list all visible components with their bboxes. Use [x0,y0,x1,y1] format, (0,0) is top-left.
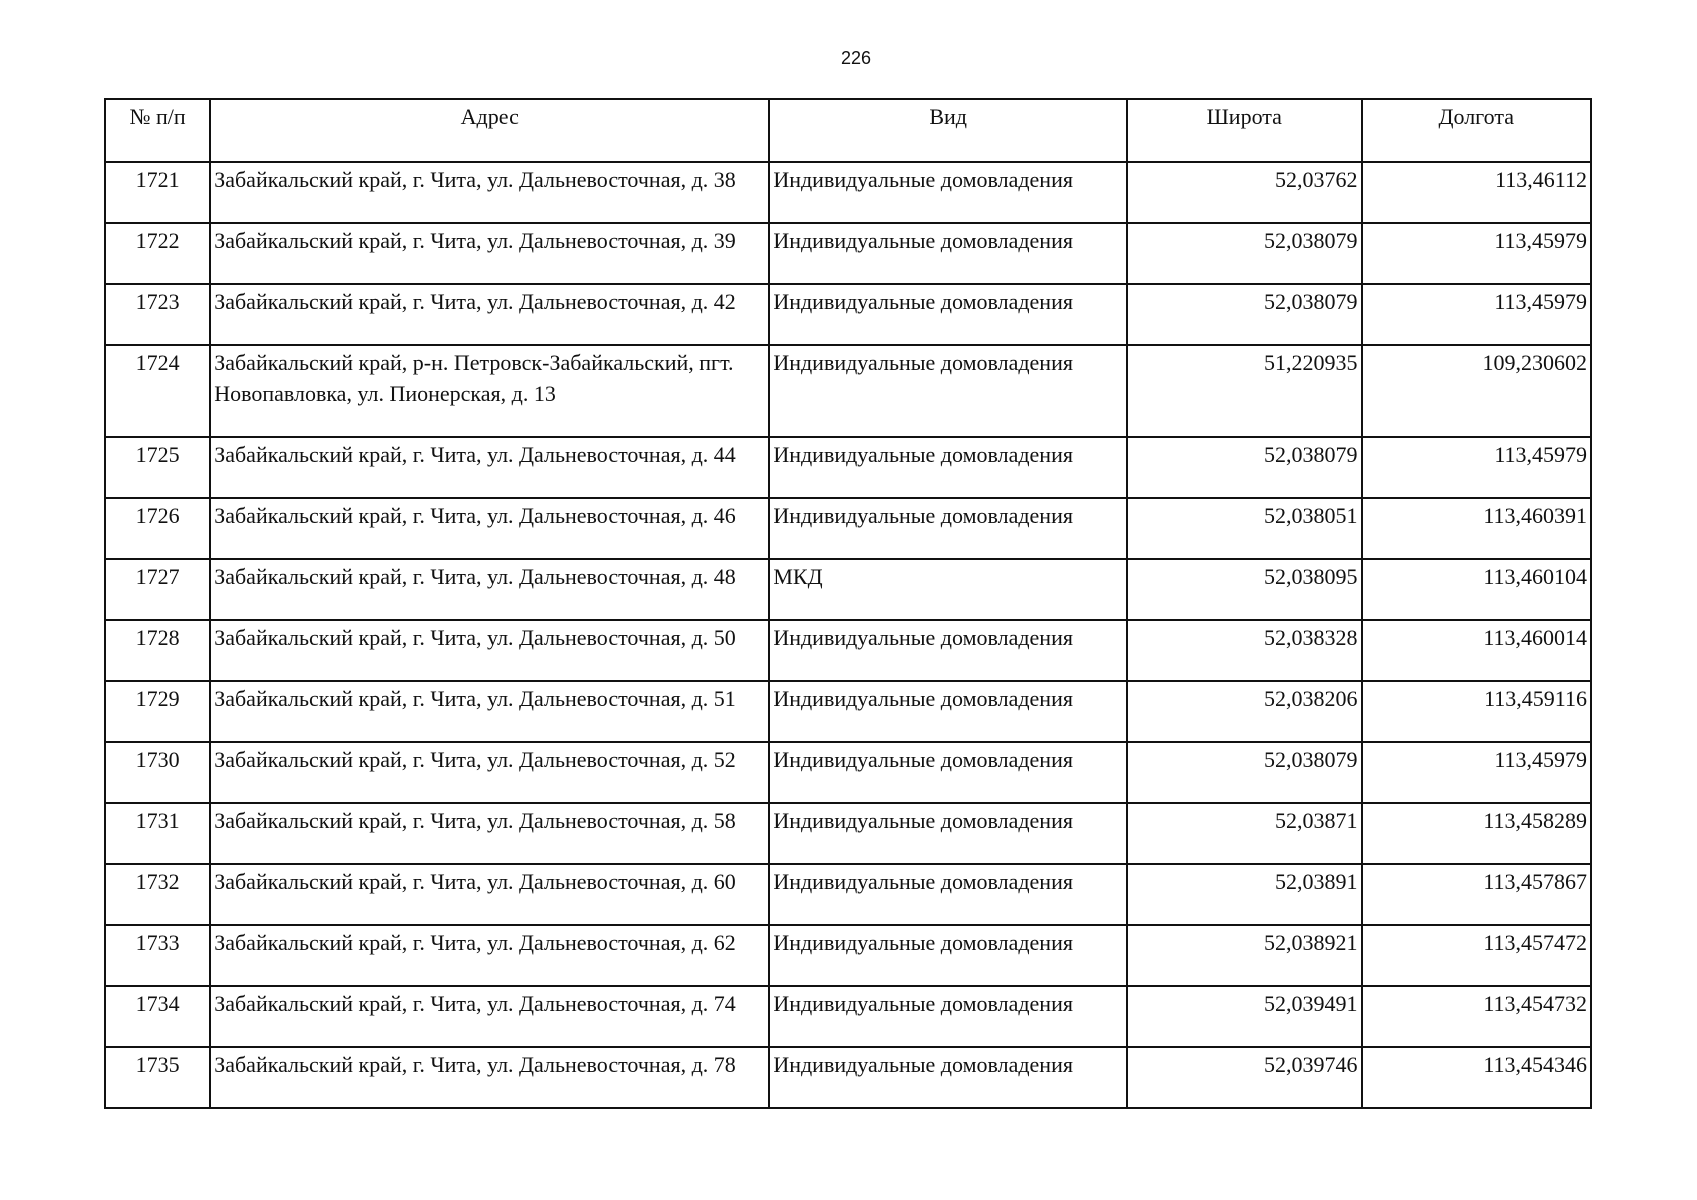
row-latitude: 52,038051 [1127,498,1361,559]
header-address: Адрес [210,99,769,162]
header-kind: Вид [769,99,1127,162]
row-kind: Индивидуальные домовладения [769,498,1127,559]
row-kind: Индивидуальные домовладения [769,620,1127,681]
row-longitude: 113,459116 [1362,681,1591,742]
row-longitude: 113,45979 [1362,437,1591,498]
table-row [105,1047,1591,1108]
row-longitude: 113,454346 [1362,1047,1591,1108]
row-kind: Индивидуальные домовладения [769,162,1127,223]
row-longitude: 113,458289 [1362,803,1591,864]
table-row [105,986,1591,1047]
table-row [105,284,1591,345]
row-kind: Индивидуальные домовладения [769,742,1127,803]
row-kind: Индивидуальные домовладения [769,437,1127,498]
row-address: Забайкальский край, г. Чита, ул. Дальневосточная, д. 62 [210,925,769,986]
row-number: 1732 [105,864,210,925]
row-longitude: 113,460104 [1362,559,1591,620]
row-latitude: 52,03891 [1127,864,1361,925]
row-number: 1721 [105,162,210,223]
row-address: Забайкальский край, г. Чита, ул. Дальневосточная, д. 52 [210,742,769,803]
row-kind: Индивидуальные домовладения [769,1047,1127,1108]
row-longitude: 113,460014 [1362,620,1591,681]
row-number: 1730 [105,742,210,803]
row-longitude: 113,45979 [1362,284,1591,345]
row-latitude: 52,039746 [1127,1047,1361,1108]
row-address: Забайкальский край, г. Чита, ул. Дальневосточная, д. 60 [210,864,769,925]
row-longitude: 109,230602 [1362,345,1591,437]
row-number: 1722 [105,223,210,284]
table-row [105,864,1591,925]
row-address: Забайкальский край, г. Чита, ул. Дальневосточная, д. 74 [210,986,769,1047]
table-row [105,223,1591,284]
row-kind: Индивидуальные домовладения [769,925,1127,986]
table-row [105,742,1591,803]
row-kind: Индивидуальные домовладения [769,986,1127,1047]
row-number: 1726 [105,498,210,559]
table-row [105,437,1591,498]
row-kind: Индивидуальные домовладения [769,803,1127,864]
row-number: 1725 [105,437,210,498]
row-address: Забайкальский край, г. Чита, ул. Дальневосточная, д. 42 [210,284,769,345]
address-table [104,98,1592,1109]
row-number: 1735 [105,1047,210,1108]
row-number: 1734 [105,986,210,1047]
row-address: Забайкальский край, г. Чита, ул. Дальневосточная, д. 39 [210,223,769,284]
row-address: Забайкальский край, г. Чита, ул. Дальневосточная, д. 58 [210,803,769,864]
row-latitude: 52,039491 [1127,986,1361,1047]
table-row [105,162,1591,223]
row-number: 1733 [105,925,210,986]
header-num: № п/п [105,99,210,162]
header-latitude: Широта [1127,99,1361,162]
row-kind: Индивидуальные домовладения [769,223,1127,284]
row-number: 1728 [105,620,210,681]
row-longitude: 113,454732 [1362,986,1591,1047]
row-longitude: 113,460391 [1362,498,1591,559]
row-kind: МКД [769,559,1127,620]
table-row [105,498,1591,559]
row-number: 1731 [105,803,210,864]
table-header-row [105,99,1591,162]
table-row [105,681,1591,742]
row-number: 1727 [105,559,210,620]
row-number: 1729 [105,681,210,742]
row-latitude: 52,038079 [1127,284,1361,345]
row-number: 1723 [105,284,210,345]
row-latitude: 52,038079 [1127,742,1361,803]
header-longitude: Долгота [1362,99,1591,162]
row-latitude: 52,03871 [1127,803,1361,864]
row-longitude: 113,45979 [1362,742,1591,803]
row-kind: Индивидуальные домовладения [769,284,1127,345]
table-row [105,803,1591,864]
row-latitude: 52,038921 [1127,925,1361,986]
row-address: Забайкальский край, г. Чита, ул. Дальневосточная, д. 46 [210,498,769,559]
row-latitude: 52,038206 [1127,681,1361,742]
row-number: 1724 [105,345,210,437]
row-latitude: 52,038328 [1127,620,1361,681]
row-address: Забайкальский край, г. Чита, ул. Дальневосточная, д. 48 [210,559,769,620]
row-kind: Индивидуальные домовладения [769,864,1127,925]
row-latitude: 51,220935 [1127,345,1361,437]
row-longitude: 113,457472 [1362,925,1591,986]
table-row [105,559,1591,620]
table-row [105,620,1591,681]
row-kind: Индивидуальные домовладения [769,345,1127,437]
row-address: Забайкальский край, р-н. Петровск-Забайкальский, пгт. Новопавловка, ул. Пионерская, д. 13 [210,345,769,437]
page-number: 226 [840,48,872,68]
row-kind: Индивидуальные домовладения [769,681,1127,742]
row-latitude: 52,038079 [1127,437,1361,498]
row-longitude: 113,457867 [1362,864,1591,925]
table-row [105,925,1591,986]
row-latitude: 52,03762 [1127,162,1361,223]
row-longitude: 113,45979 [1362,223,1591,284]
row-address: Забайкальский край, г. Чита, ул. Дальневосточная, д. 38 [210,162,769,223]
row-latitude: 52,038095 [1127,559,1361,620]
row-address: Забайкальский край, г. Чита, ул. Дальневосточная, д. 78 [210,1047,769,1108]
row-address: Забайкальский край, г. Чита, ул. Дальневосточная, д. 51 [210,681,769,742]
row-address: Забайкальский край, г. Чита, ул. Дальневосточная, д. 44 [210,437,769,498]
row-address: Забайкальский край, г. Чита, ул. Дальневосточная, д. 50 [210,620,769,681]
row-longitude: 113,46112 [1362,162,1591,223]
table-row [105,345,1591,437]
row-latitude: 52,038079 [1127,223,1361,284]
